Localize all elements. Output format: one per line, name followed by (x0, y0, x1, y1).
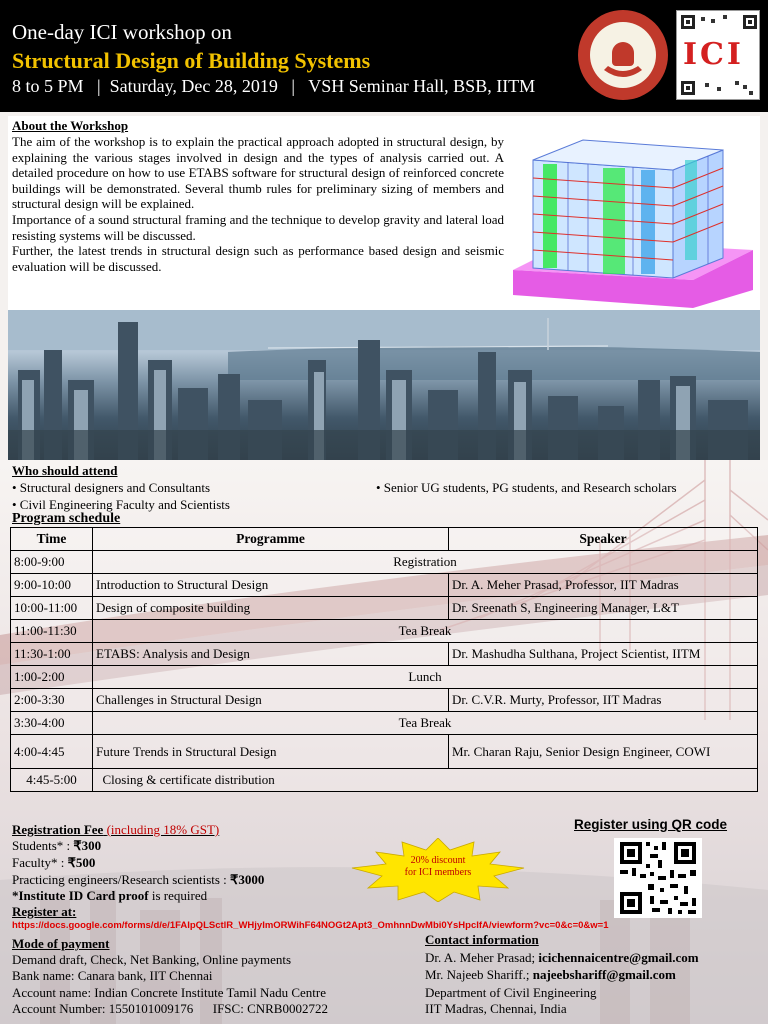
about-section (8, 116, 760, 310)
speaker-cell: Dr. C.V.R. Murty, Professor, IIT Madras (449, 689, 758, 712)
table-row (11, 666, 758, 689)
time-cell: 3:30-4:00 (11, 712, 93, 735)
time-cell: 10:00-11:00 (11, 597, 93, 620)
programme-cell: Design of composite building (93, 597, 449, 620)
programme-cell: Introduction to Structural Design (93, 574, 449, 597)
time-cell: 9:00-10:00 (11, 574, 93, 597)
schedule-table (10, 527, 758, 792)
column-header-programme: Programme (93, 528, 449, 551)
contact-email[interactable]: icichennaicentre@gmail.com (538, 950, 699, 965)
registration-fee-label: Registration Fee (12, 822, 104, 837)
gst-note: (including 18% GST) (106, 822, 220, 837)
table-row (11, 597, 758, 620)
programme-cell: Challenges in Structural Design (93, 689, 449, 712)
programme-cell: Future Trends in Structural Design (93, 735, 449, 769)
time-cell: 2:00-3:30 (11, 689, 93, 712)
register-at-label: Register at: (12, 904, 77, 919)
column-header-time: Time (11, 528, 93, 551)
about-paragraph: Further, the latest trends in structural design such as performance based design and seismic evaluation will be discussed. (12, 243, 504, 274)
qr-code[interactable] (614, 838, 702, 918)
registration-link[interactable]: https://docs.google.com/forms/d/e/1FAIpQLSctlR_WHjyImORWihF64NOGt2Apt3_OmhnnDwMbi0YsHpcIfA/viewform?vc=0&c=0&w=1 (12, 920, 609, 931)
table-row (11, 712, 758, 735)
programme-cell: ETABS: Analysis and Design (93, 643, 449, 666)
payment-line: Demand draft, Check, Net Banking, Online payments (12, 952, 292, 967)
speaker-cell: Mr. Charan Raju, Senior Design Engineer, COWI (449, 735, 758, 769)
fee-students-label: Students* : (12, 838, 74, 853)
fee-students-amount: ₹300 (73, 838, 102, 853)
registration-fee-heading (12, 822, 219, 838)
program-schedule-heading: Program schedule (12, 511, 121, 526)
about-paragraph: Importance of a sound structural framing and the technique to develop gravity and lateral load resisting systems will be discussed. (12, 211, 504, 243)
who-should-attend-heading: Who should attend (12, 463, 118, 478)
contact-heading: Contact information (425, 932, 539, 947)
column-header-speaker: Speaker (449, 528, 758, 551)
programme-text: Closing & certificate distribution (102, 772, 275, 787)
time-cell: 4:45-5:00 (11, 769, 93, 792)
workshop-subtitle: One-day ICI workshop on (12, 20, 232, 44)
fee-faculty-label: Faculty* : (12, 855, 68, 870)
table-row (11, 643, 758, 666)
discount-starburst (350, 838, 526, 902)
id-card-note (12, 888, 207, 903)
table-row (11, 689, 758, 712)
discount-line1: 20% discount (410, 855, 466, 866)
speaker-cell: Dr. Mashudha Sulthana, Project Scientist, IITM (449, 643, 758, 666)
table-row (11, 769, 758, 792)
time-cell: 11:00-11:30 (11, 620, 93, 643)
iitm-logo-ring (590, 22, 656, 88)
iitm-logo-seal (590, 22, 656, 88)
contact-person-1 (425, 950, 699, 965)
fee-faculty (12, 855, 95, 870)
fee-engineers-amount: ₹3000 (230, 872, 265, 887)
speaker-cell: Dr. Sreenath S, Engineering Manager, L&T (449, 597, 758, 620)
contact-email[interactable]: najeebshariff@gmail.com (532, 967, 676, 982)
programme-cell (93, 769, 758, 792)
discount-line2: for ICI members (404, 867, 472, 878)
attendee-item: • Structural designers and Consultants (12, 480, 211, 495)
fee-students (12, 838, 101, 853)
time-cell: 11:30-1:00 (11, 643, 93, 666)
about-paragraph: The aim of the workshop is to explain the practical approach adopted in structural design, by explaining the various stages involved in design and the types of analysis carried out. A detailed procedure on how to use ETABS software for structural design of reinforced concrete buildings will be demonstrated. Several thumb rules for preliminary sizing of members and structural design will be explained. (12, 134, 504, 212)
id-card-note-rest: is required (148, 888, 208, 903)
city-skyline-photo (8, 310, 760, 460)
contact-name: Dr. A. Meher Prasad; (425, 950, 539, 965)
payment-line: Account Number: 1550101009176 IFSC: CNRB0002722 (12, 1001, 328, 1016)
header-banner (0, 0, 768, 112)
contact-department: Department of Civil Engineering (425, 985, 597, 1000)
programme-cell: Registration (93, 551, 758, 574)
time-cell: 8:00-9:00 (11, 551, 93, 574)
payment-line: Account name: Indian Concrete Institute Tamil Nadu Centre (12, 985, 327, 1000)
qr-heading: Register using QR code (574, 817, 728, 832)
fee-faculty-amount: ₹500 (67, 855, 96, 870)
speaker-cell: Dr. A. Meher Prasad, Professor, IIT Madras (449, 574, 758, 597)
attendee-item: • Senior UG students, PG students, and Research scholars (376, 480, 677, 495)
contact-address: IIT Madras, Chennai, India (425, 1001, 567, 1016)
table-row (11, 574, 758, 597)
time-cell: 1:00-2:00 (11, 666, 93, 689)
discount-text (350, 855, 526, 879)
fee-engineers (12, 872, 264, 887)
payment-heading: Mode of payment (12, 936, 110, 951)
fee-engineers-label: Practicing engineers/Research scientists : (12, 872, 231, 887)
table-row (11, 620, 758, 643)
contact-person-2 (425, 967, 676, 982)
programme-cell: Lunch (93, 666, 758, 689)
about-body (12, 134, 504, 274)
payment-line: Bank name: Canara bank, IIT Chennai (12, 968, 213, 983)
schedule-header-row (11, 528, 758, 551)
time-cell: 4:00-4:45 (11, 735, 93, 769)
workshop-details: 8 to 5 PM | Saturday, Dec 28, 2019 | VSH Seminar Hall, BSB, IITM (12, 76, 536, 96)
iitm-logo (578, 10, 668, 100)
contact-name: Mr. Najeeb Shariff.; (425, 967, 533, 982)
table-row (11, 551, 758, 574)
ici-logo (676, 10, 760, 100)
programme-cell: Tea Break (93, 712, 758, 735)
table-row (11, 735, 758, 769)
workshop-title: Structural Design of Building Systems (12, 48, 371, 73)
programme-cell: Tea Break (93, 620, 758, 643)
etabs-building-model-image (513, 130, 755, 308)
about-heading: About the Workshop (12, 118, 129, 133)
qr-code-icon (614, 838, 702, 918)
id-card-note-bold: *Institute ID Card proof (12, 888, 149, 903)
ici-logo-text: ICI (683, 37, 744, 72)
attendee-item: • Civil Engineering Faculty and Scientists (12, 497, 230, 512)
